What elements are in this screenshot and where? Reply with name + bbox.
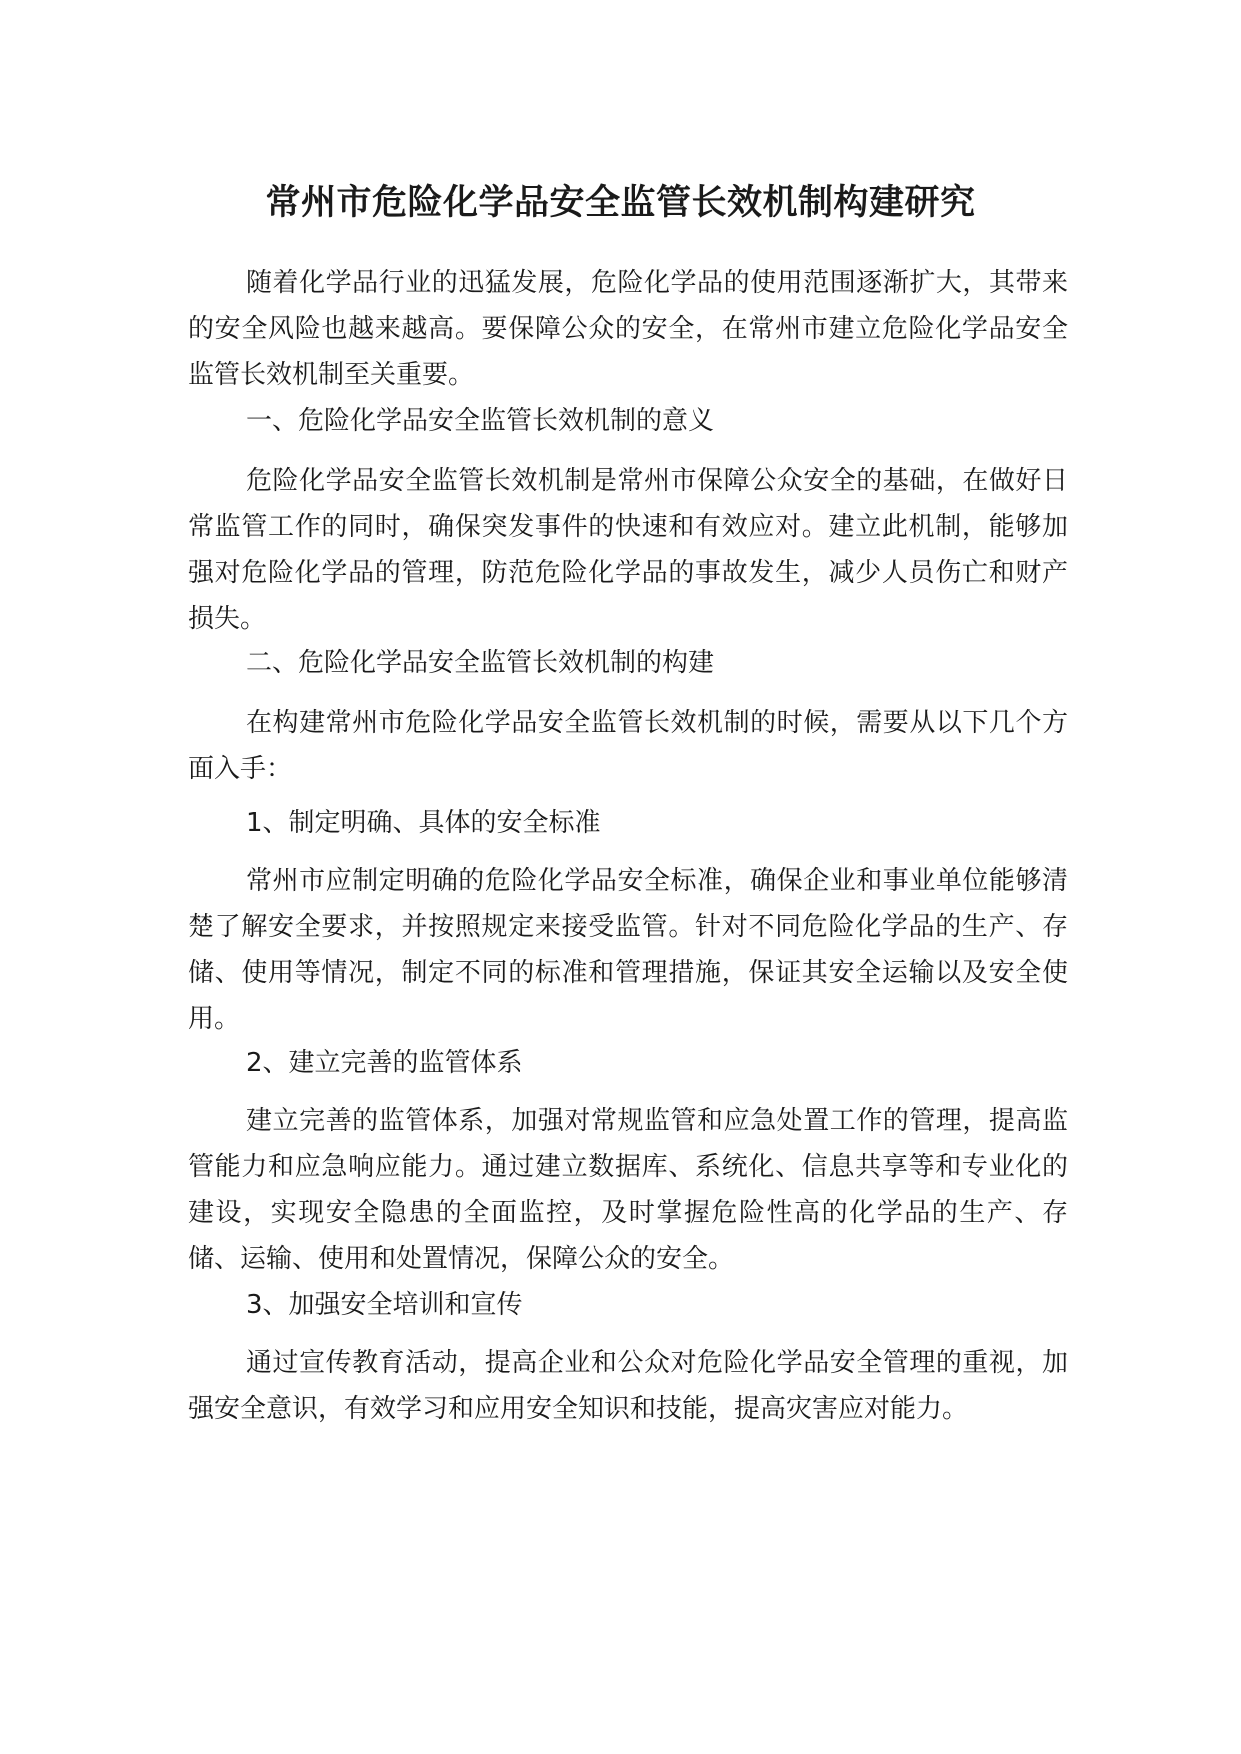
section2-heading: 二、危险化学品安全监管长效机制的构建 (246, 648, 715, 678)
item1-heading: 1、制定明确、具体的安全标准 (246, 808, 601, 838)
item2-heading: 2、建立完善的监管体系 (246, 1048, 523, 1078)
item2-paragraph: 建立完善的监管体系，加强对常规监管和应急处置工作的管理，提高监管能力和应急响应能力。通过建立数据库、系统化、信息共享等和专业化的建设，实现安全隐患的全面监控，及时掌握危险性高的化学品的生产、存储、运输、使用和处置情况，保障公众的安全。 (188, 1106, 1068, 1274)
section1-heading: 一、危险化学品安全监管长效机制的意义 (246, 406, 715, 436)
section2-paragraph: 在构建常州市危险化学品安全监管长效机制的时候，需要从以下几个方面入手： (188, 708, 1068, 784)
document-title: 常州市危险化学品安全监管长效机制构建研究 (265, 183, 976, 223)
section1-paragraph: 危险化学品安全监管长效机制是常州市保障公众安全的基础，在做好日常监管工作的同时，确保突发事件的快速和有效应对。建立此机制，能够加强对危险化学品的管理，防范危险化学品的事故发生，减少人员伤亡和财产损失。 (188, 466, 1068, 634)
item1-paragraph: 常州市应制定明确的危险化学品安全标准，确保企业和事业单位能够清楚了解安全要求，并按照规定来接受监管。针对不同危险化学品的生产、存储、使用等情况，制定不同的标准和管理措施，保证其安全运输以及安全使用。 (188, 866, 1068, 1034)
item3-heading: 3、加强安全培训和宣传 (246, 1290, 523, 1320)
item3-paragraph: 通过宣传教育活动，提高企业和公众对危险化学品安全管理的重视，加强安全意识，有效学习和应用安全知识和技能，提高灾害应对能力。 (188, 1348, 1068, 1424)
intro-paragraph: 随着化学品行业的迅猛发展，危险化学品的使用范围逐渐扩大，其带来的安全风险也越来越高。要保障公众的安全，在常州市建立危险化学品安全监管长效机制至关重要。 (188, 268, 1068, 390)
